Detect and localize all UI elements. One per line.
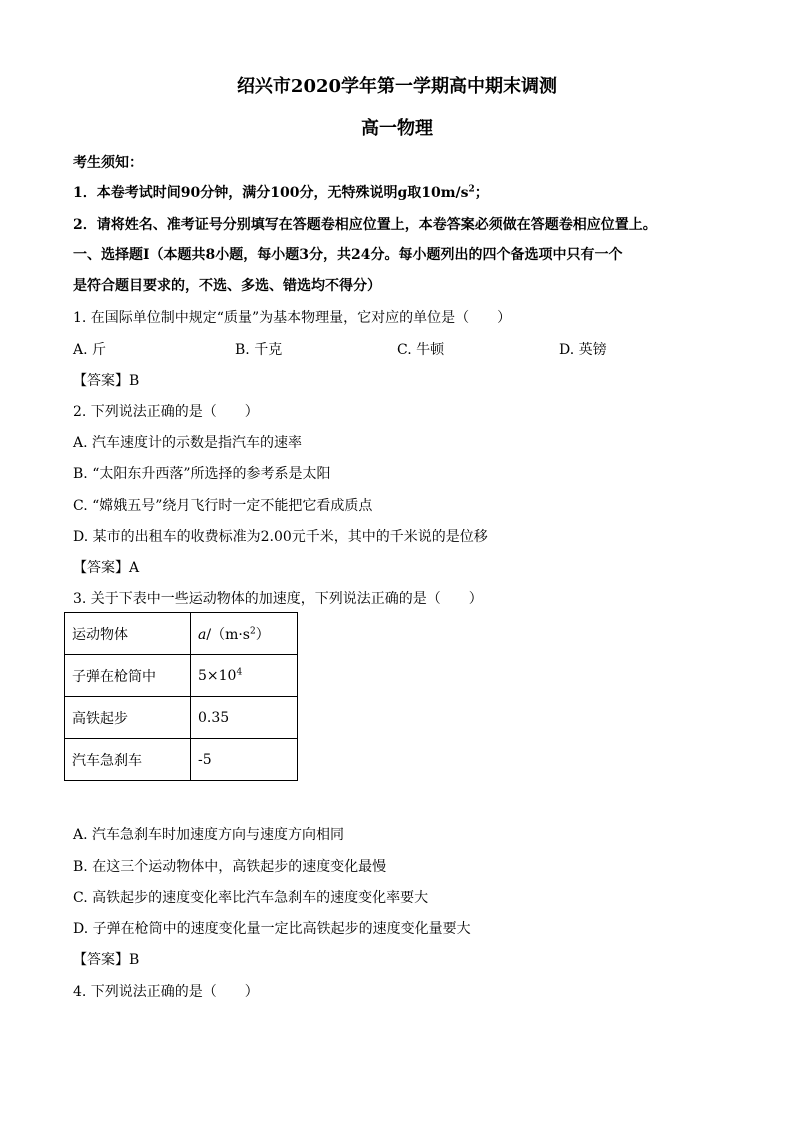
exam-title: 绍兴市2020学年第一学期高中期末调测 (236, 76, 558, 97)
table-cell-value: 0.35 (191, 697, 298, 739)
q2-answer-value: A (129, 560, 140, 576)
notice-item-1-end: ； (474, 185, 489, 201)
q4-stem: 4. 下列说法正确的是（ ） (73, 984, 259, 1000)
notice-item-2: 2．请将姓名、准考证号分别填写在答题卷相应位置上，本卷答案必须做在答题卷相应位置上。 (73, 217, 657, 233)
table-cell-value: -5 (191, 739, 298, 781)
table-row (65, 697, 298, 739)
q1-answer-label: 【答案】 (73, 373, 129, 389)
table-header-acceleration (191, 613, 298, 655)
section1-instructions-line2: 是符合题目要求的，不选、多选、错选均不得分） (73, 278, 381, 294)
notice-item-1-text: 1．本卷考试时间90分钟，满分100分，无特殊说明g取10m/s (73, 185, 469, 201)
accel-unit-close: ） (255, 626, 270, 643)
table-cell-object: 子弹在枪筒中 (65, 655, 191, 697)
q3-option-d: D. 子弹在枪筒中的速度变化量一定比高铁起步的速度变化量要大 (73, 921, 471, 937)
q2-answer-label: 【答案】 (73, 560, 129, 576)
q2-option-b: B. “太阳东升西落”所选择的参考系是太阳 (73, 466, 331, 482)
q1-answer-value: B (129, 373, 140, 389)
table-header-row (65, 613, 298, 655)
notice-heading: 考生须知： (73, 155, 143, 171)
q1-option-b: B. 千克 (235, 342, 283, 358)
accel-var: a (198, 626, 207, 643)
q1-option-d: D. 英镑 (559, 342, 607, 358)
section1-instructions-line1: 一、选择题Ⅰ（本题共8小题，每小题3分，共24分。每小题列出的四个备选项中只有一个 (73, 247, 623, 263)
q3-stem: 3. 关于下表中一些运动物体的加速度，下列说法正确的是（ ） (73, 591, 483, 607)
exam-subtitle: 高一物理 (361, 118, 433, 139)
table-row (65, 655, 298, 697)
accel-unit: /（m·s (206, 626, 250, 643)
table-row (65, 739, 298, 781)
q3-option-a: A. 汽车急刹车时加速度方向与速度方向相同 (73, 827, 345, 843)
q3-answer-label: 【答案】 (73, 952, 129, 968)
accel-unit-sup: 2 (250, 625, 256, 636)
q3-answer (73, 949, 139, 969)
notice-item-1-sup: 2 (468, 184, 475, 195)
value-base: 5×10 (198, 667, 237, 684)
acceleration-table (64, 612, 298, 781)
value-sup: 4 (236, 666, 243, 677)
q2-option-a: A. 汽车速度计的示数是指汽车的速率 (73, 435, 303, 451)
q2-stem: 2. 下列说法正确的是（ ） (73, 404, 259, 420)
notice-item-1 (73, 182, 489, 202)
q1-option-c: C. 牛顿 (397, 342, 445, 358)
q2-option-c: C. “嫦娥五号”绕月飞行时一定不能把它看成质点 (73, 498, 373, 514)
table-cell-object: 高铁起步 (65, 697, 191, 739)
table-header-object: 运动物体 (65, 613, 191, 655)
q2-answer (73, 557, 139, 577)
q1-stem: 1. 在国际单位制中规定“质量”为基本物理量，它对应的单位是（ ） (73, 310, 512, 326)
q1-answer (73, 370, 139, 390)
q3-option-b: B. 在这三个运动物体中，高铁起步的速度变化最慢 (73, 859, 387, 875)
table-cell-value (191, 655, 298, 697)
q1-option-a: A. 斤 (73, 342, 107, 358)
table-cell-object: 汽车急刹车 (65, 739, 191, 781)
q3-answer-value: B (129, 952, 140, 968)
q3-option-c: C. 高铁起步的速度变化率比汽车急刹车的速度变化率要大 (73, 890, 429, 906)
q2-option-d: D. 某市的出租车的收费标准为2.00元千米，其中的千米说的是位移 (73, 529, 488, 545)
